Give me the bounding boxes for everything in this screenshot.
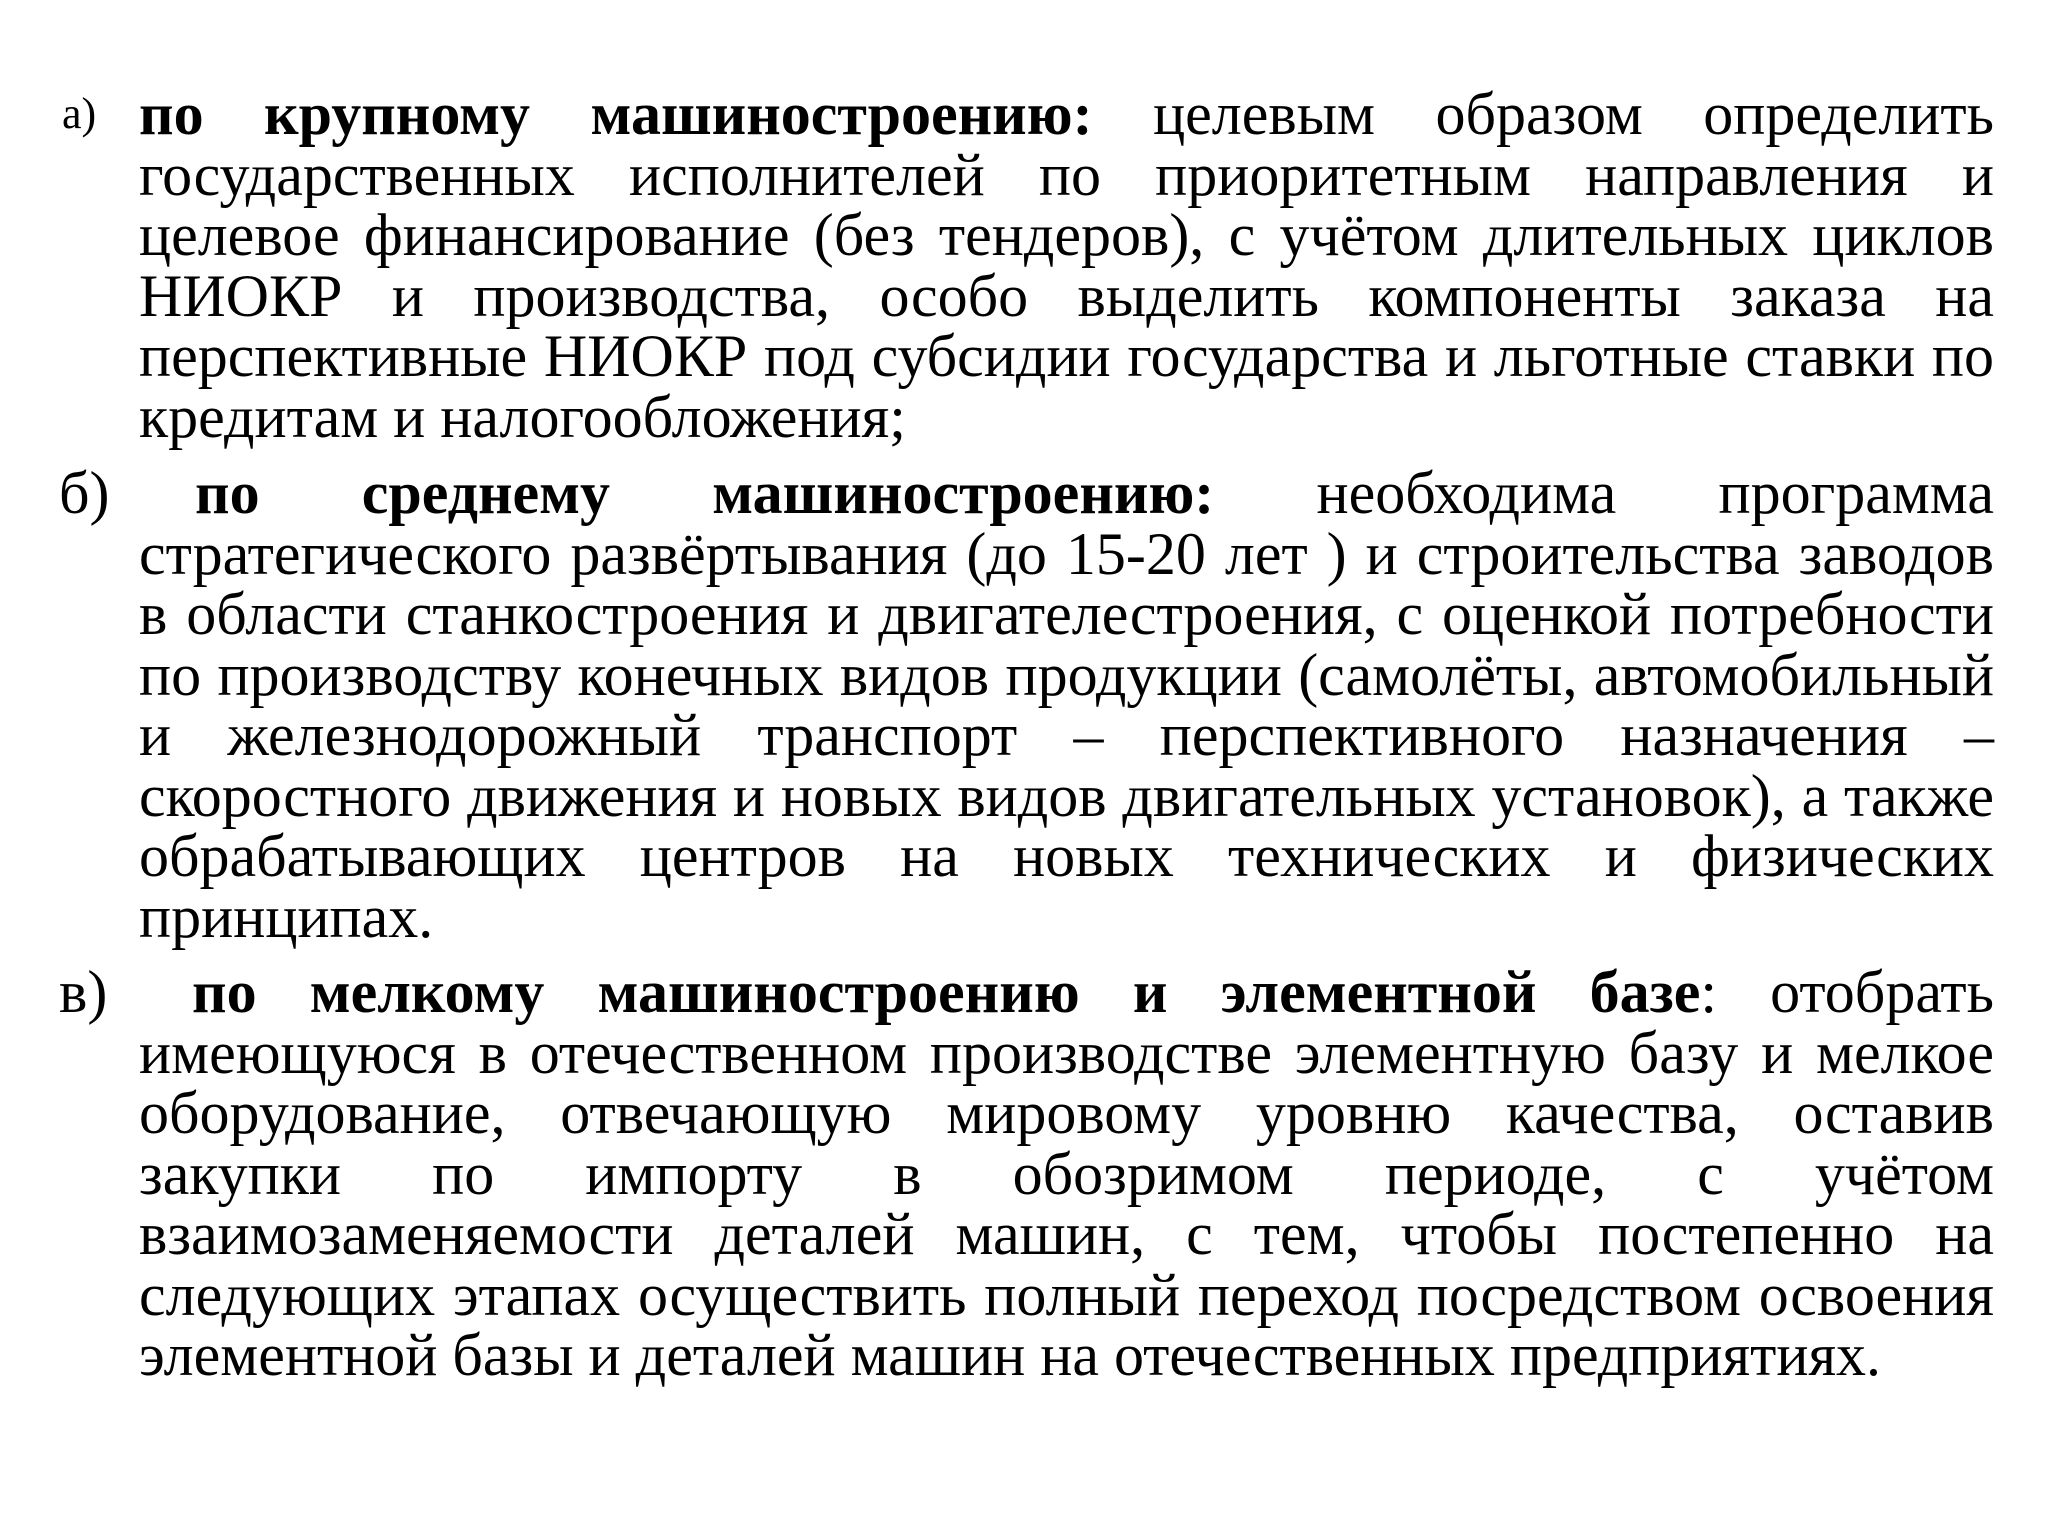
item-text: : отобрать имеющуюся в отечественном производстве элементную базу и мелкое оборудование, отвечающую мировому уровню качества, оставив закупки по импорту в обозримом периоде, с учётом взаимозаменяемости деталей машин, с тем, чтобы постепенно на следующих этапах осуществить полный переход посредством освоения элементной базы и деталей машин на отечественных предприятиях. [139,959,1995,1388]
list-marker: а) [62,89,97,138]
list-item-small-machinery [59,959,1995,1388]
item-heading: по мелкому машиностроению и элементной базе [192,959,1701,1025]
item-text: необходима программа стратегического развёртывания (до 15-20 лет ) и строительства заводов в области станкостроения и двигателестроения, с оценкой потребности по производству конечных видов продукции (самолёты, автомобильный и железнодорожный транспорт – перспективного назначения – скоростного движения и новых видов двигательных установок), а также обрабатывающих центров на новых технических и физических принципах. [139,460,1994,950]
list-item-large-machinery [62,81,1994,450]
item-text: целевым образом определить государственных исполнителей по приоритетным направления и целевое финансирование (без тендеров), с учётом длительных циклов НИОКР и производства, особо выделить компоненты заказа на перспективные НИОКР под субсидии государства и льготные ставки по кредитам и налогообложения; [139,81,1994,450]
item-heading: по крупному машиностроению: [139,81,1093,147]
item-heading: по среднему машиностроению: [195,460,1215,526]
list-marker: б) [59,460,110,526]
list-item-medium-machinery [59,460,1994,950]
list-marker: в) [59,959,108,1025]
